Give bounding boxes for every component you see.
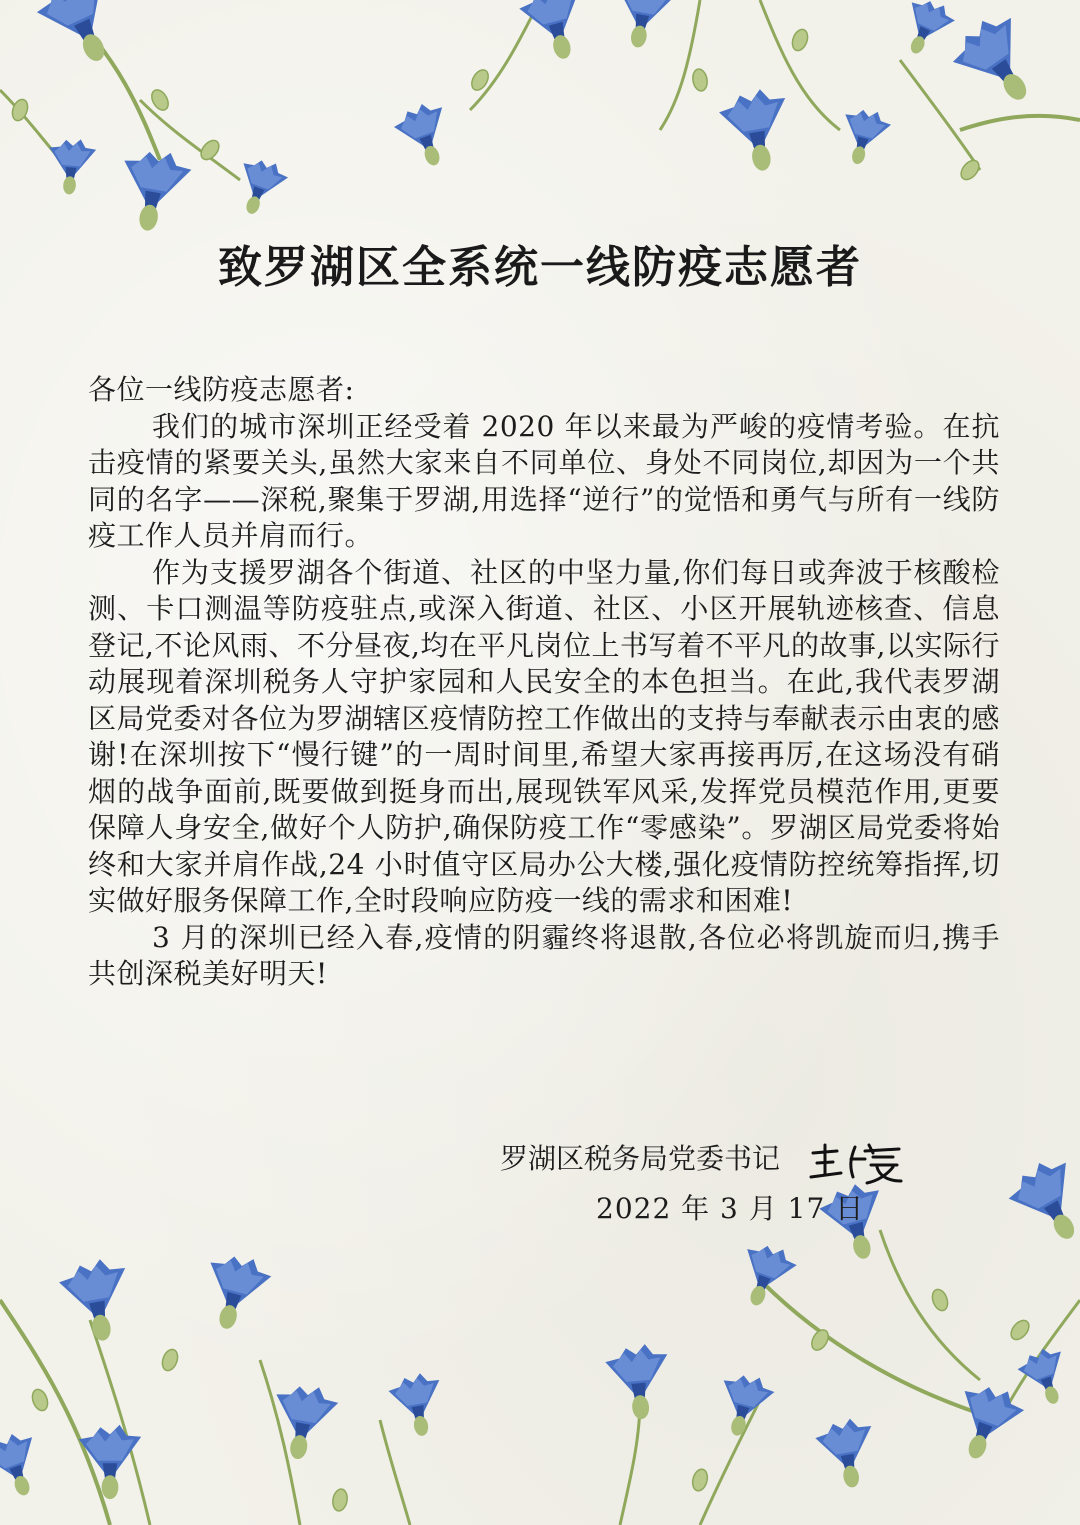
flower-cluster-top-right: [390, 0, 1080, 183]
letter-body: [88, 372, 1000, 993]
letter-title: 致罗湖区全系统一线防疫志愿者: [218, 242, 862, 293]
flower-cluster-bottom-left: [0, 1249, 448, 1525]
signer-line: [500, 1135, 980, 1185]
paragraph-2: 作为支援罗湖各个街道、社区的中坚力量,你们每日或奔波于核酸检测、卡口测温等防疫驻点,或深入街道、社区、小区开展轨迹核查、信息登记,不论风雨、不分昼夜,均在平凡岗位上书写着不平凡的故事,以实际行动展现着深圳税务人守护家园和人民安全的本色担当。在此,我代表罗湖区局党委对各位为罗湖辖区疫情防控工作做出的支持与奉献表示由衷的感谢!在深圳按下“慢行键”的一周时间里,希望大家再接再厉,在这场没有硝烟的战争面前,既要做到挺身而出,展现铁军风采,发挥党员模范作用,更要保障人身安全,做好个人防护,确保防疫工作“零感染”。罗湖区局党委将始终和大家并肩作战,24 小时值守区局办公大楼,强化疫情防控统筹指挥,切实做好服务保障工作,全时段响应防疫一线的需求和困难!: [88, 555, 1001, 917]
paragraph-1: 我们的城市深圳正经受着 2020 年以来最为严峻的疫情考验。在抗击疫情的紧要关头,虽然大家来自不同单位、身处不同岗位,却因为一个共同的名字——深税,聚集于罗湖,用选择“逆行”的觉悟和勇气与所有一线防疫工作人员并肩而行。: [88, 409, 1000, 552]
handwritten-signature: [807, 1137, 907, 1185]
paragraph-3: 3 月的深圳已经入春,疫情的阴霾终将退散,各位必将凯旋而归,携手共创深税美好明天!: [88, 920, 1000, 990]
flower-cluster-top-left: [0, 0, 291, 236]
salutation: 各位一线防疫志愿者:: [88, 373, 355, 406]
signer-title: 罗湖区税务局党委书记: [500, 1142, 781, 1175]
signature-block: [500, 1135, 980, 1233]
letter-date: 2022 年 3 月 17 日: [596, 1191, 865, 1225]
